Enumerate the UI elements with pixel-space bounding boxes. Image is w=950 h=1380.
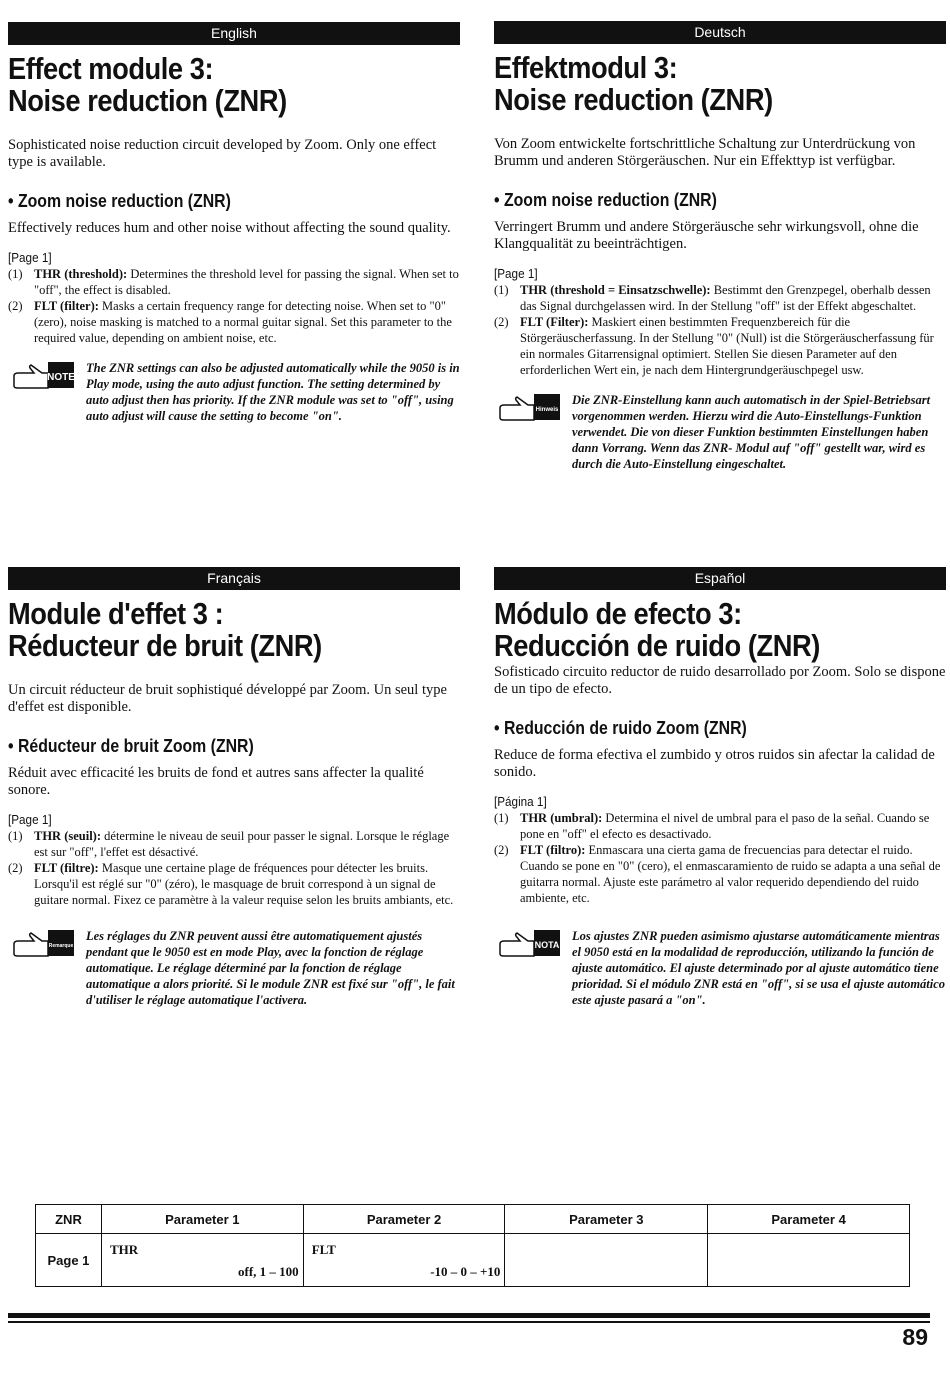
note-block xyxy=(8,360,460,424)
parameter-text: détermine le niveau de seuil pour passer le signal. Lorsque le réglage est sur "off", l'effet est désactivé. xyxy=(34,829,450,859)
intro-text: Sophisticated noise reduction circuit developed by Zoom. Only one effect type is available. xyxy=(8,137,437,170)
row-label: Page 1 xyxy=(36,1234,102,1287)
parameter-term: THR (threshold = Einsatzschwelle): xyxy=(520,283,711,297)
note-text: Les réglages du ZNR peuvent aussi être automatiquement ajustés pendant que le 9050 est en mode Play, avec la fonction de réglage automatique. Le réglage déterminé par la fonction de réglage automatique a alors priorité. Si le module ZNR est fixé sur "off", le fait d'utiliser le réglage automatique l'activera. xyxy=(86,929,455,1007)
parameter-term: FLT (Filter): xyxy=(520,315,589,329)
parameter-text: Bestimmt den Grenzpegel, oberhalb dessen das Signal durchgelassen wird. In der Stellung "off" ist der Effekt abgeschaltet. xyxy=(520,283,931,313)
parameter-item xyxy=(8,298,460,346)
section-espanol xyxy=(494,567,946,1008)
subheading: • Zoom noise reduction (ZNR) xyxy=(8,191,231,211)
parameter-text: Masque une certaine plage de fréquences pour détecter les bruits. Lorsqu'il est réglé sur "0" (zéro), le masquage de bruit correspond à un signal de guitare normal. Fixez ce paramètre à la valeur requise selon les bruits ambiants, etc. xyxy=(34,861,454,907)
table-header: ZNR xyxy=(36,1205,102,1234)
page-label: [Page 1] xyxy=(8,812,52,827)
title-line-2: Noise reduction (ZNR) xyxy=(494,82,773,117)
title-line-2: Réducteur de bruit (ZNR) xyxy=(8,628,322,663)
parameter-term: THR (seuil): xyxy=(34,829,102,843)
parameter-item xyxy=(8,860,460,908)
page-label: [Page 1] xyxy=(8,250,52,265)
parameter-term: FLT (filter): xyxy=(34,299,99,313)
item-number: (1) xyxy=(494,811,509,825)
title-line-2: Noise reduction (ZNR) xyxy=(8,83,287,118)
parameter-text: Maskiert einen bestimmten Frequenzbereich für die Störgeräuscherfassung. In der Stellung "0" (Null) ist die Störgeräuscherfassung für ein normales Gitarrensignal optimiert. Stellen Sie diesen Parameter auf den erforderlichen Wert ein, je nach dem Hintergrundgeräuschpegel usw. xyxy=(520,315,934,377)
table-header: Parameter 1 xyxy=(101,1205,303,1234)
item-number: (2) xyxy=(494,315,509,329)
parameter-list xyxy=(8,828,460,908)
parameter-table xyxy=(35,1204,910,1287)
pointing-hand-note-icon xyxy=(498,928,564,958)
section-english xyxy=(8,22,460,424)
parameter-item xyxy=(494,314,946,378)
description-text: Verringert Brumm und andere Störgeräusche sehr wirkungsvoll, ohne die Klangqualität zu beeinträchtigen. xyxy=(494,219,919,252)
description-text: Effectively reduces hum and other noise without affecting the sound quality. xyxy=(8,220,451,236)
item-number: (1) xyxy=(8,267,23,281)
intro-text: Sofisticado circuito reductor de ruido desarrollado por Zoom. Solo se dispone de un tipo de efecto. xyxy=(494,664,946,697)
pointing-hand-note-icon xyxy=(12,928,78,958)
section-francais xyxy=(8,567,460,1008)
parameter-item xyxy=(8,266,460,298)
page-number: 89 xyxy=(902,1324,928,1350)
title-line-1: Módulo de efecto 3: xyxy=(494,596,742,631)
parameter-text: Determines the threshold level for passing the signal. When set to "off", the effect is disabled. xyxy=(34,267,459,297)
note-icon-label: NOTA xyxy=(534,940,560,950)
page-label: [Page 1] xyxy=(494,266,538,281)
title-line-1: Effect module 3: xyxy=(8,51,214,86)
parameter-list xyxy=(494,810,946,906)
parameter-term: FLT (filtre): xyxy=(34,861,99,875)
parameter-name: THR xyxy=(109,1242,139,1257)
subheading: • Réducteur de bruit Zoom (ZNR) xyxy=(8,736,254,756)
parameter-text: Enmascara una cierta gama de frecuencias para detectar el ruido. Cuando se pone en "0" (cero), el enmascaramiento de ruido se adapta a una señal de guitarra normal. Ajuste este parámetro al valor requerido dependiendo del ruido ambiente, etc. xyxy=(520,843,941,905)
parameter-term: THR (umbral): xyxy=(520,811,603,825)
note-icon-label: NOTE xyxy=(47,372,75,383)
note-block xyxy=(494,928,946,1008)
item-number: (2) xyxy=(494,843,509,857)
title-line-1: Module d'effet 3 : xyxy=(8,596,224,631)
note-text: The ZNR settings can also be adjusted automatically while the 9050 is in Play mode, using the auto adjust function. The setting determined by auto adjust then has priority. If the ZNR module was set to "off", using auto adjust will cause the setting to become "on". xyxy=(86,361,460,423)
note-block xyxy=(494,392,946,472)
intro-text: Un circuit réducteur de bruit sophistiqué développé par Zoom. Un seul type d'effet est disponible. xyxy=(8,682,447,715)
section-title xyxy=(494,52,892,116)
table-header: Parameter 2 xyxy=(303,1205,505,1234)
language-bar: Français xyxy=(8,567,460,590)
item-number: (1) xyxy=(494,283,509,297)
table-cell xyxy=(505,1234,708,1287)
note-icon-label: Hinweis xyxy=(535,407,559,413)
parameter-term: THR (threshold): xyxy=(34,267,128,281)
description-text: Reduce de forma efectiva el zumbido y otros ruidos sin afectar la calidad de sonido. xyxy=(494,747,935,780)
table-cell xyxy=(708,1234,910,1287)
note-text: Los ajustes ZNR pueden asimismo ajustarse automáticamente mientras el 9050 está en la modalidad de reproducción, utilizando la función de ajuste automático. El ajuste determinado por al ajuste automático tiene prioridad. Si el módulo ZNR está en "off", si se usa el ajuste automático este ajuste pasará a "on". xyxy=(572,929,946,1007)
item-number: (2) xyxy=(8,299,23,313)
language-bar: Deutsch xyxy=(494,21,946,44)
title-line-2: Reducción de ruido (ZNR) xyxy=(494,628,820,663)
footer-rule-thick xyxy=(8,1313,930,1318)
description-text: Réduit avec efficacité les bruits de fond et autres sans affecter la qualité sonore. xyxy=(8,765,424,798)
table-row xyxy=(36,1234,910,1287)
parameter-text: Masks a certain frequency range for detecting noise. When set to "0" (zero), noise masking is matched to a normal guitar signal. Set this parameter to the required value, depending on ambient noise, etc. xyxy=(34,299,452,345)
pointing-hand-note-icon xyxy=(12,360,78,390)
parameter-item xyxy=(494,282,946,314)
parameter-item xyxy=(494,810,946,842)
section-title xyxy=(494,598,892,662)
page-label: [Página 1] xyxy=(494,794,547,809)
parameter-item xyxy=(8,828,460,860)
note-block xyxy=(8,928,460,1008)
subheading: • Zoom noise reduction (ZNR) xyxy=(494,190,717,210)
subheading: • Reducción de ruido Zoom (ZNR) xyxy=(494,718,747,738)
intro-text: Von Zoom entwickelte fortschrittliche Schaltung zur Unterdrückung von Brumm und anderen Störgeräuschen. Nur ein Effekttyp ist verfügbar. xyxy=(494,136,916,169)
section-title xyxy=(8,53,406,117)
note-text: Die ZNR-Einstellung kann auch automatisch in der Spiel-Betriebsart vorgenommen werden. Hierzu wird die Auto-Einstellungs-Funktion verwendet. Die von dieser Funktion bestimmten Einstellungen haben dann Vorrang. Wenn das ZNR- Modul auf "off" gestellt war, wird es durch die Auto-Einstellung eingeschaltet. xyxy=(572,393,931,471)
table-header-row xyxy=(36,1205,910,1234)
parameter-text: Determina el nivel de umbral para el paso de la señal. Cuando se pone en "off" el efecto es desactivado. xyxy=(520,811,930,841)
parameter-range: off, 1 – 100 xyxy=(238,1264,299,1279)
table-header: Parameter 4 xyxy=(708,1205,910,1234)
table-header: Parameter 3 xyxy=(505,1205,708,1234)
parameter-list xyxy=(494,282,946,378)
parameter-list xyxy=(8,266,460,346)
table-cell xyxy=(101,1234,303,1287)
pointing-hand-note-icon xyxy=(498,392,564,422)
parameter-range: -10 – 0 – +10 xyxy=(430,1264,501,1279)
item-number: (2) xyxy=(8,861,23,875)
note-icon-label: Remarque xyxy=(48,943,74,949)
language-bar: Español xyxy=(494,567,946,590)
parameter-item xyxy=(494,842,946,906)
parameter-name: FLT xyxy=(311,1242,336,1257)
parameter-term: FLT (filtro): xyxy=(520,843,586,857)
table-cell xyxy=(303,1234,505,1287)
footer-rule-thin xyxy=(8,1321,930,1323)
item-number: (1) xyxy=(8,829,23,843)
section-deutsch xyxy=(494,21,946,472)
language-bar: English xyxy=(8,22,460,45)
title-line-1: Effektmodul 3: xyxy=(494,50,678,85)
section-title xyxy=(8,598,406,662)
